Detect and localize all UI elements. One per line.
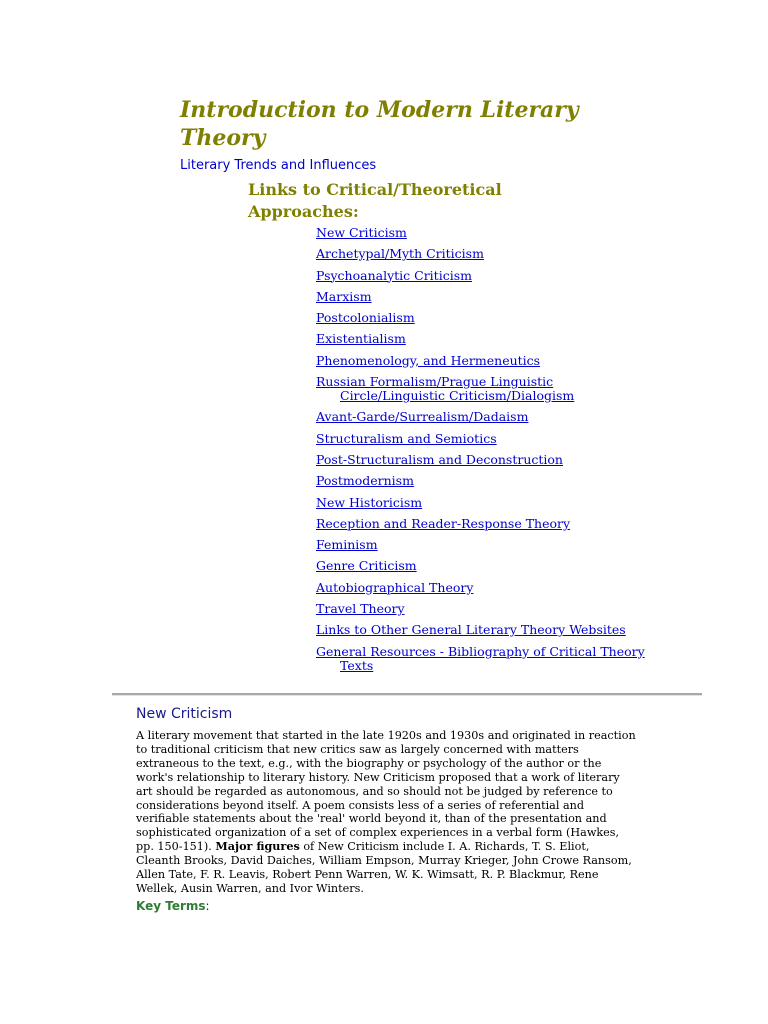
link-new-criticism[interactable]: New Criticism <box>316 225 407 240</box>
link-existentialism[interactable]: Existentialism <box>316 331 406 347</box>
list-item <box>316 269 661 283</box>
link-russian-formalism[interactable]: Russian Formalism/Prague Linguistic Circle/Linguistic Criticism/Dialogism <box>316 374 575 404</box>
list-item <box>316 496 661 510</box>
key-terms-heading <box>136 898 210 914</box>
links-heading: Links to Critical/Theoretical Approaches: <box>248 180 502 221</box>
link-phenomenology-hermeneutics[interactable]: Phenomenology, and Hermeneutics <box>316 352 541 368</box>
list-item <box>316 375 661 403</box>
list-item <box>316 623 661 637</box>
list-item <box>316 538 661 552</box>
list-item <box>316 290 661 304</box>
link-autobiographical-theory[interactable]: Autobiographical Theory <box>316 579 474 595</box>
paragraph-text-part2: of New Criticism include I. A. Richards, T. S. Eliot, Cleanth Brooks, David Daiches, William Empson, Murray Krieger, John Crowe Ransom, Allen Tate, F. R. Leavis, Robert Penn Warren, W. K. Wimsatt, R. P. Blackmur, Rene Wellek, Ausin Warren, and Ivor Winters. <box>136 840 632 895</box>
link-reception-reader-response[interactable]: Reception and Reader-Response Theory <box>316 515 571 531</box>
list-item <box>316 226 661 240</box>
link-structuralism-semiotics[interactable]: Structuralism and Semiotics <box>316 430 497 446</box>
link-postmodernism[interactable]: Postmodernism <box>316 473 414 489</box>
link-archetypal-myth-criticism[interactable]: Archetypal/Myth Criticism <box>316 246 484 262</box>
link-new-historicism[interactable]: New Historicism <box>316 494 423 510</box>
link-avant-garde[interactable]: Avant-Garde/Surrealism/Dadaism <box>316 409 529 425</box>
list-item <box>316 474 661 488</box>
link-marxism[interactable]: Marxism <box>316 288 372 304</box>
link-postcolonialism[interactable]: Postcolonialism <box>316 310 415 326</box>
literary-trends-link[interactable]: Literary Trends and Influences <box>180 158 377 173</box>
paragraph-text-part1: A literary movement that started in the late 1920s and 1930s and originated in reaction to traditional criticism that new critics saw as largely concerned with matters extraneous to the text, e.g., with the biography or psychology of the author or the work's relationship to literary history. New Criticism proposed that a work of literary art should be regarded as autonomous, and so should not be judged by reference to considerations beyond itself. A poem consists less of a series of referential and verifiable statements about the 'real' world beyond it, than of the presentation and sophisticated organization of a set of complex experiences in a verbal form (Hawkes, pp. 150-151). <box>136 729 636 854</box>
list-item <box>316 311 661 325</box>
list-item <box>316 247 661 261</box>
new-criticism-heading: New Criticism <box>136 706 233 722</box>
key-terms-colon: : <box>205 899 210 913</box>
list-item <box>316 517 661 531</box>
link-psychoanalytic-criticism[interactable]: Psychoanalytic Criticism <box>316 267 472 283</box>
major-figures-label: Major figures <box>215 839 300 854</box>
list-item <box>316 453 661 467</box>
list-item <box>316 354 661 368</box>
list-item <box>316 410 661 424</box>
link-general-resources[interactable]: General Resources - Bibliography of Critical Theory Texts <box>316 643 645 673</box>
link-feminism[interactable]: Feminism <box>316 537 378 553</box>
list-item <box>316 432 661 446</box>
approaches-link-list <box>316 226 661 680</box>
link-other-theory-websites[interactable]: Links to Other General Literary Theory Websites <box>316 622 626 638</box>
list-item <box>316 581 661 595</box>
new-criticism-paragraph <box>136 729 636 896</box>
section-divider <box>112 693 702 696</box>
list-item <box>316 559 661 573</box>
key-terms-label: Key Terms <box>136 899 206 913</box>
list-item <box>316 332 661 346</box>
link-genre-criticism[interactable]: Genre Criticism <box>316 558 417 574</box>
page-title: Introduction to Modern Literary Theory <box>180 97 579 151</box>
list-item <box>316 645 661 673</box>
link-travel-theory[interactable]: Travel Theory <box>316 601 405 617</box>
link-post-structuralism[interactable]: Post-Structuralism and Deconstruction <box>316 451 563 467</box>
list-item <box>316 602 661 616</box>
